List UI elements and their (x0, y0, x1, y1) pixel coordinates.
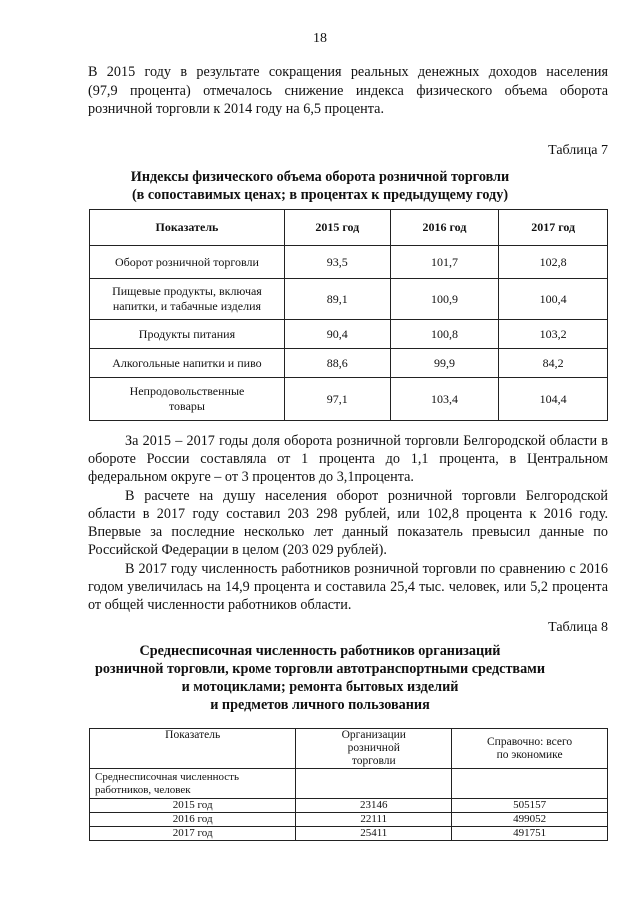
page-number: 18 (313, 31, 327, 46)
retail-value: 23146 (296, 799, 452, 813)
total-value: 499052 (452, 813, 608, 827)
retail-employees-table (89, 728, 608, 841)
value-2015: 89,1 (284, 279, 390, 320)
header-2017: 2017 год (499, 210, 608, 246)
table8-title (0, 642, 640, 714)
value-2016: 100,8 (390, 320, 499, 349)
row-label: Непродовольственные товары (90, 378, 285, 421)
header-retail: Организации розничной торговли (296, 729, 452, 769)
intro-line: В 2015 году в результате сокращения реальных денежных доходов населения (88, 64, 608, 80)
value-2015: 97,1 (284, 378, 390, 421)
value-2017: 84,2 (499, 349, 608, 378)
value-2015: 90,4 (284, 320, 390, 349)
header-2016: 2016 год (390, 210, 499, 246)
value-2015: 93,5 (284, 246, 390, 279)
year-label: 2016 год (90, 813, 296, 827)
value-2017: 104,4 (499, 378, 608, 421)
table8-title-line: Среднесписочная численность работников организаций (139, 643, 501, 659)
table8-title-line: и предметов личного пользования (210, 697, 430, 713)
body-paragraph: В 2017 году численность работников розничной торговли по сравнению с 2016 годом увеличилась на 14,9 процента и составила 25,4 тыс. человек, или 5,2 процента от общей численности работников области. (88, 561, 608, 613)
header-total: Справочно: всего по экономике (452, 729, 608, 769)
header-2015: 2015 год (284, 210, 390, 246)
table7-title-line: Индексы физического объема оборота розничной торговли (130, 169, 510, 185)
header-indicator: Показатель (90, 210, 285, 246)
year-label: 2017 год (90, 827, 296, 841)
body-paragraph: В расчете на душу населения оборот розничной торговли Белгородской области в 2017 году составил 203 298 рублей, или 102,8 процента к 2016 году. Впервые за последние несколько лет данный показатель превысил данные по Российской Федерации в целом (203 029 рублей). (88, 488, 608, 558)
table7-title (0, 168, 640, 204)
table-group-row (90, 769, 608, 799)
table-row (90, 279, 608, 320)
row-label: Оборот розничной торговли (90, 246, 285, 279)
table-row (90, 246, 608, 279)
table-row (90, 320, 608, 349)
table-row (90, 799, 608, 813)
total-value: 505157 (452, 799, 608, 813)
total-value: 491751 (452, 827, 608, 841)
table-header-row (90, 729, 608, 769)
intro-paragraph (88, 63, 608, 119)
value-2016: 99,9 (390, 349, 499, 378)
value-2017: 100,4 (499, 279, 608, 320)
retail-index-table (89, 209, 608, 421)
value-2017: 103,2 (499, 320, 608, 349)
year-label: 2015 год (90, 799, 296, 813)
table-row (90, 827, 608, 841)
empty-cell (452, 769, 608, 799)
empty-cell (296, 769, 452, 799)
table-row (90, 349, 608, 378)
table8-label: Таблица 8 (548, 620, 608, 635)
table7-label: Таблица 7 (548, 143, 608, 158)
intro-line: розничной торговли к 2014 году на 6,5 процента. (88, 101, 384, 117)
table7-title-line: (в сопоставимых ценах; в процентах к предыдущему году) (131, 187, 509, 203)
value-2016: 100,9 (390, 279, 499, 320)
retail-value: 22111 (296, 813, 452, 827)
table-row (90, 378, 608, 421)
row-label: Продукты питания (90, 320, 285, 349)
value-2017: 102,8 (499, 246, 608, 279)
table8-title-line: и мотоциклами; ремонта бытовых изделий (181, 679, 459, 695)
value-2015: 88,6 (284, 349, 390, 378)
row-label: Пищевые продукты, включая напитки, и табачные изделия (90, 279, 285, 320)
value-2016: 101,7 (390, 246, 499, 279)
table8-title-line: розничной торговли, кроме торговли автотранспортными средствами (94, 661, 546, 677)
value-2016: 103,4 (390, 378, 499, 421)
retail-value: 25411 (296, 827, 452, 841)
table-row (90, 813, 608, 827)
table-header-row (90, 210, 608, 246)
row-label: Алкогольные напитки и пиво (90, 349, 285, 378)
intro-line: (97,9 процента) отмечалось снижение индекса физического объема оборота (88, 82, 608, 99)
group-label: Среднесписочная численность работников, человек (90, 769, 296, 799)
header-indicator: Показатель (90, 729, 296, 769)
body-paragraph: За 2015 – 2017 годы доля оборота розничной торговли Белгородской области в обороте России составляла от 1 процента до 1,1 процента, в Центральном федеральном округе – от 3 процентов до 3,1процента. (88, 433, 608, 485)
